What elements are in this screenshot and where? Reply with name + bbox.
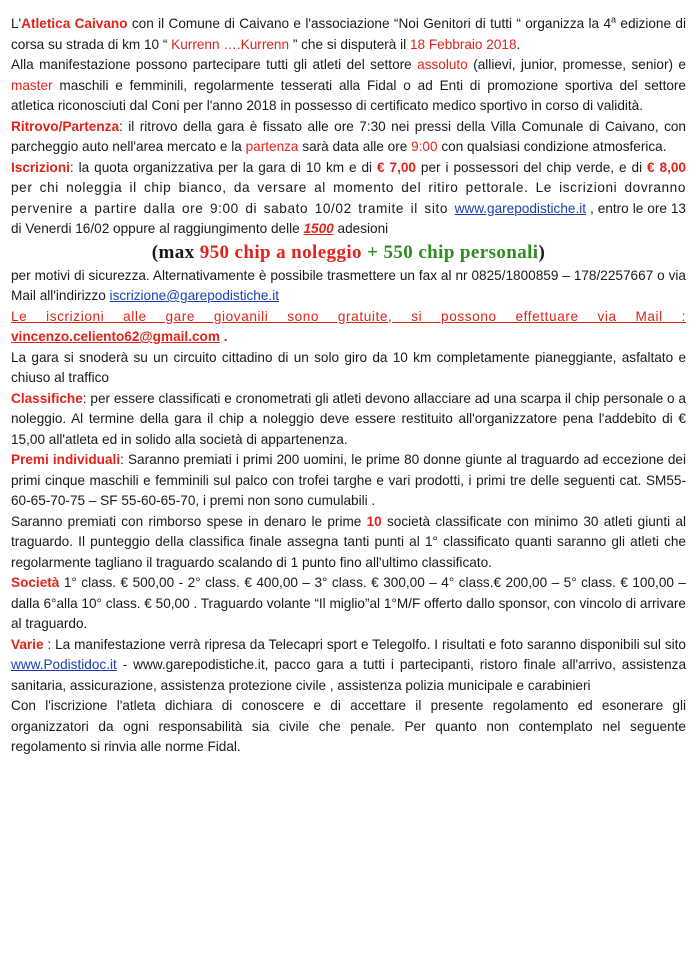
race-title: Kurrenn ….Kurrenn	[167, 36, 293, 52]
section-label-varie: Varie	[11, 636, 44, 652]
category-assoluto: assoluto	[417, 57, 468, 72]
participation-text: Alla manifestazione possono partecipare tutti gli atleti del settore	[11, 57, 418, 72]
liability-paragraph: Con l'iscrizione l'atleta dichiara di conoscere e di accettare il presente regolamento ed esonerare gli organizzatori da ogni responsabilità sia civile che penale. Per quanto non contemplato nel seguente regolamento si rinvia alle norme Fidal.	[11, 698, 686, 754]
youth-notice: Le iscrizioni alle gare giovanili sono gratuite, si possono effettuare via Mail :	[11, 308, 686, 324]
team-prizes-text: società classificate con minimo 30 atleti giunti al traguardo. Il punteggio della classifica finale assegna tanti punti al 1° classificato quanti saranno gli atleti che regolarmente tagliano il traguardo scalando di 1 punto fino all'ultimo classificato.	[11, 513, 687, 570]
registration-paragraph	[11, 158, 686, 240]
price-white-chip: € 8,00	[647, 159, 686, 175]
fax-paragraph	[11, 266, 686, 307]
society-prizes-text: 1° class. € 500,00 - 2° class. € 400,00 – 3° class. € 300,00 – 4° class.€ 200,00 – 5° class. € 100,00 – dalla 6°alla 10° class. € 50,00 . Traguardo volante “Il miglio”al 1°M/F offerto dallo sponsor, con vincolo di arrivare al traguardo.	[11, 575, 686, 631]
intro-paragraph	[11, 14, 686, 55]
organizer-name: Atletica Caivano	[21, 16, 128, 31]
section-label-societa: Società	[11, 575, 60, 590]
misc-text: - www.garepodistiche.it, pacco gara a tutti i partecipanti, ristoro finale all'arrivo, assistenza sanitaria, assicurazione, assistenza protezione civile , assistenza polizia municipale e carabinieri	[11, 657, 686, 693]
price-green-chip: € 7,00	[377, 159, 416, 175]
participation-paragraph	[11, 55, 686, 117]
meeting-text: con qualsiasi condizione atmosferica.	[437, 139, 667, 154]
registration-text: : la quota organizzativa per la gara di 10 km e di	[69, 159, 378, 175]
start-time: 9:00	[411, 139, 438, 154]
youth-notice-end: .	[219, 329, 228, 344]
category-master: master	[11, 77, 53, 93]
intro-text: edizione di corsa su strada di km 10 “	[11, 16, 686, 52]
race-date: 18 Febbraio 2018	[409, 36, 517, 52]
registration-text: , entro le ore 13 di Venerdi 16/02 oppure al raggiungimento delle	[11, 200, 686, 236]
intro-text: con il Comune di Caivano e l'associazione “Noi Genitori di tutti “ organizza la 4	[127, 16, 612, 31]
participation-text: maschili e femminili, regolarmente tesserati alla Fidal o ad Enti di promozione sportiva del settore atletica riconosciuti dal Coni per l'anno 2018 in possesso di certificato medico sportivo in corso di validità.	[11, 77, 686, 113]
intro-text: .	[516, 36, 521, 52]
start-word: partenza	[245, 139, 299, 154]
registration-site-link[interactable]: www.garepodistiche.it	[454, 200, 587, 216]
youth-paragraph	[11, 307, 686, 348]
misc-text: : La manifestazione verrà ripresa da Telecapri sport e Telegolfo. I risultati e foto saranno disponibili sul sito	[43, 636, 686, 652]
individual-prizes-paragraph	[11, 450, 686, 512]
rankings-paragraph	[11, 389, 686, 451]
intro-text: L'	[11, 16, 22, 31]
course-paragraph: La gara si snoderà su un circuito cittadino di un solo giro da 10 km completamente pianeggiante, asfaltato e chiuso al traffico	[11, 349, 686, 385]
registration-text: per i possessori del chip verde, e di	[415, 159, 648, 175]
chip-limit-plus: +	[361, 241, 384, 263]
section-label-iscrizioni: Iscrizioni	[11, 159, 70, 175]
youth-email-link[interactable]: vincenzo.celiento62@gmail.com	[11, 329, 220, 344]
section-label-premi: Premi individuali	[11, 452, 121, 467]
podistidoc-link[interactable]: www.Podistidoc.it	[11, 657, 117, 672]
prizes-text: : Saranno premiati i primi 200 uomini, le prime 80 donne giunte al traguardo ad eccezione dei primi cinque maschili e femminili sul palco con trofei targhe e vari prodotti, i primi tre delle seguenti cat. SM55-60-65-70-75 – SF 55-60-65-70, i premi non sono cumulabili .	[11, 452, 686, 508]
team-prize-count: 10	[366, 513, 382, 529]
meeting-text: : il ritrovo della gara è fissato alle ore 7:30 nei pressi della Villa Comunale di Caivano, con parcheggio auto nell'area mercato e la	[11, 118, 686, 154]
misc-paragraph	[11, 635, 686, 697]
rental-chip-count: 950 chip a noleggio	[199, 241, 362, 263]
intro-text: ” che si disputerà il	[292, 36, 410, 52]
personal-chip-count: 550 chip personali	[383, 241, 539, 263]
meeting-text: sarà data alle ore	[298, 139, 412, 154]
chip-limit-text: )	[538, 241, 546, 263]
section-label-classifiche: Classifiche	[11, 390, 83, 406]
team-prizes-paragraph	[11, 512, 686, 574]
chip-limit-text: (max	[151, 241, 200, 263]
registration-email-link[interactable]: iscrizione@garepodistiche.it	[109, 288, 279, 303]
participation-text: (allievi, junior, promesse, senior) e	[467, 57, 686, 72]
fax-text: per motivi di sicurezza. Alternativamente è possibile trasmettere un fax al nr 0825/1800859 – 178/2257667 o via Mail all'indirizzo	[11, 267, 686, 303]
society-prizes-paragraph	[11, 573, 686, 635]
section-label-ritrovo: Ritrovo/Partenza	[11, 118, 120, 134]
edition-superscript: a	[611, 14, 617, 25]
meeting-paragraph	[11, 117, 686, 158]
team-prizes-text: Saranno premiati con rimborso spese in denaro le prime	[11, 513, 367, 529]
registration-text: adesioni	[333, 221, 389, 236]
registration-limit: 1500	[303, 221, 334, 236]
rankings-text: : per essere classificati e cronometrati gli atleti devono allacciare ad una scarpa il chip personale o a noleggio. Al termine della gara il chip a noleggio deve essere restituito all'organizzatore pena l'addebito di € 15,00 all'atleta ed in solido alla società di appartenenza.	[11, 390, 686, 447]
registration-text: per chi noleggia il chip bianco, da versare al momento del ritiro pettorale.	[11, 180, 529, 195]
registration-text: Le iscrizioni dovranno pervenire a partire dalla ore 9:00 di sabato 10/02 tramite il sito	[11, 180, 686, 216]
chip-limit-line	[11, 240, 686, 266]
